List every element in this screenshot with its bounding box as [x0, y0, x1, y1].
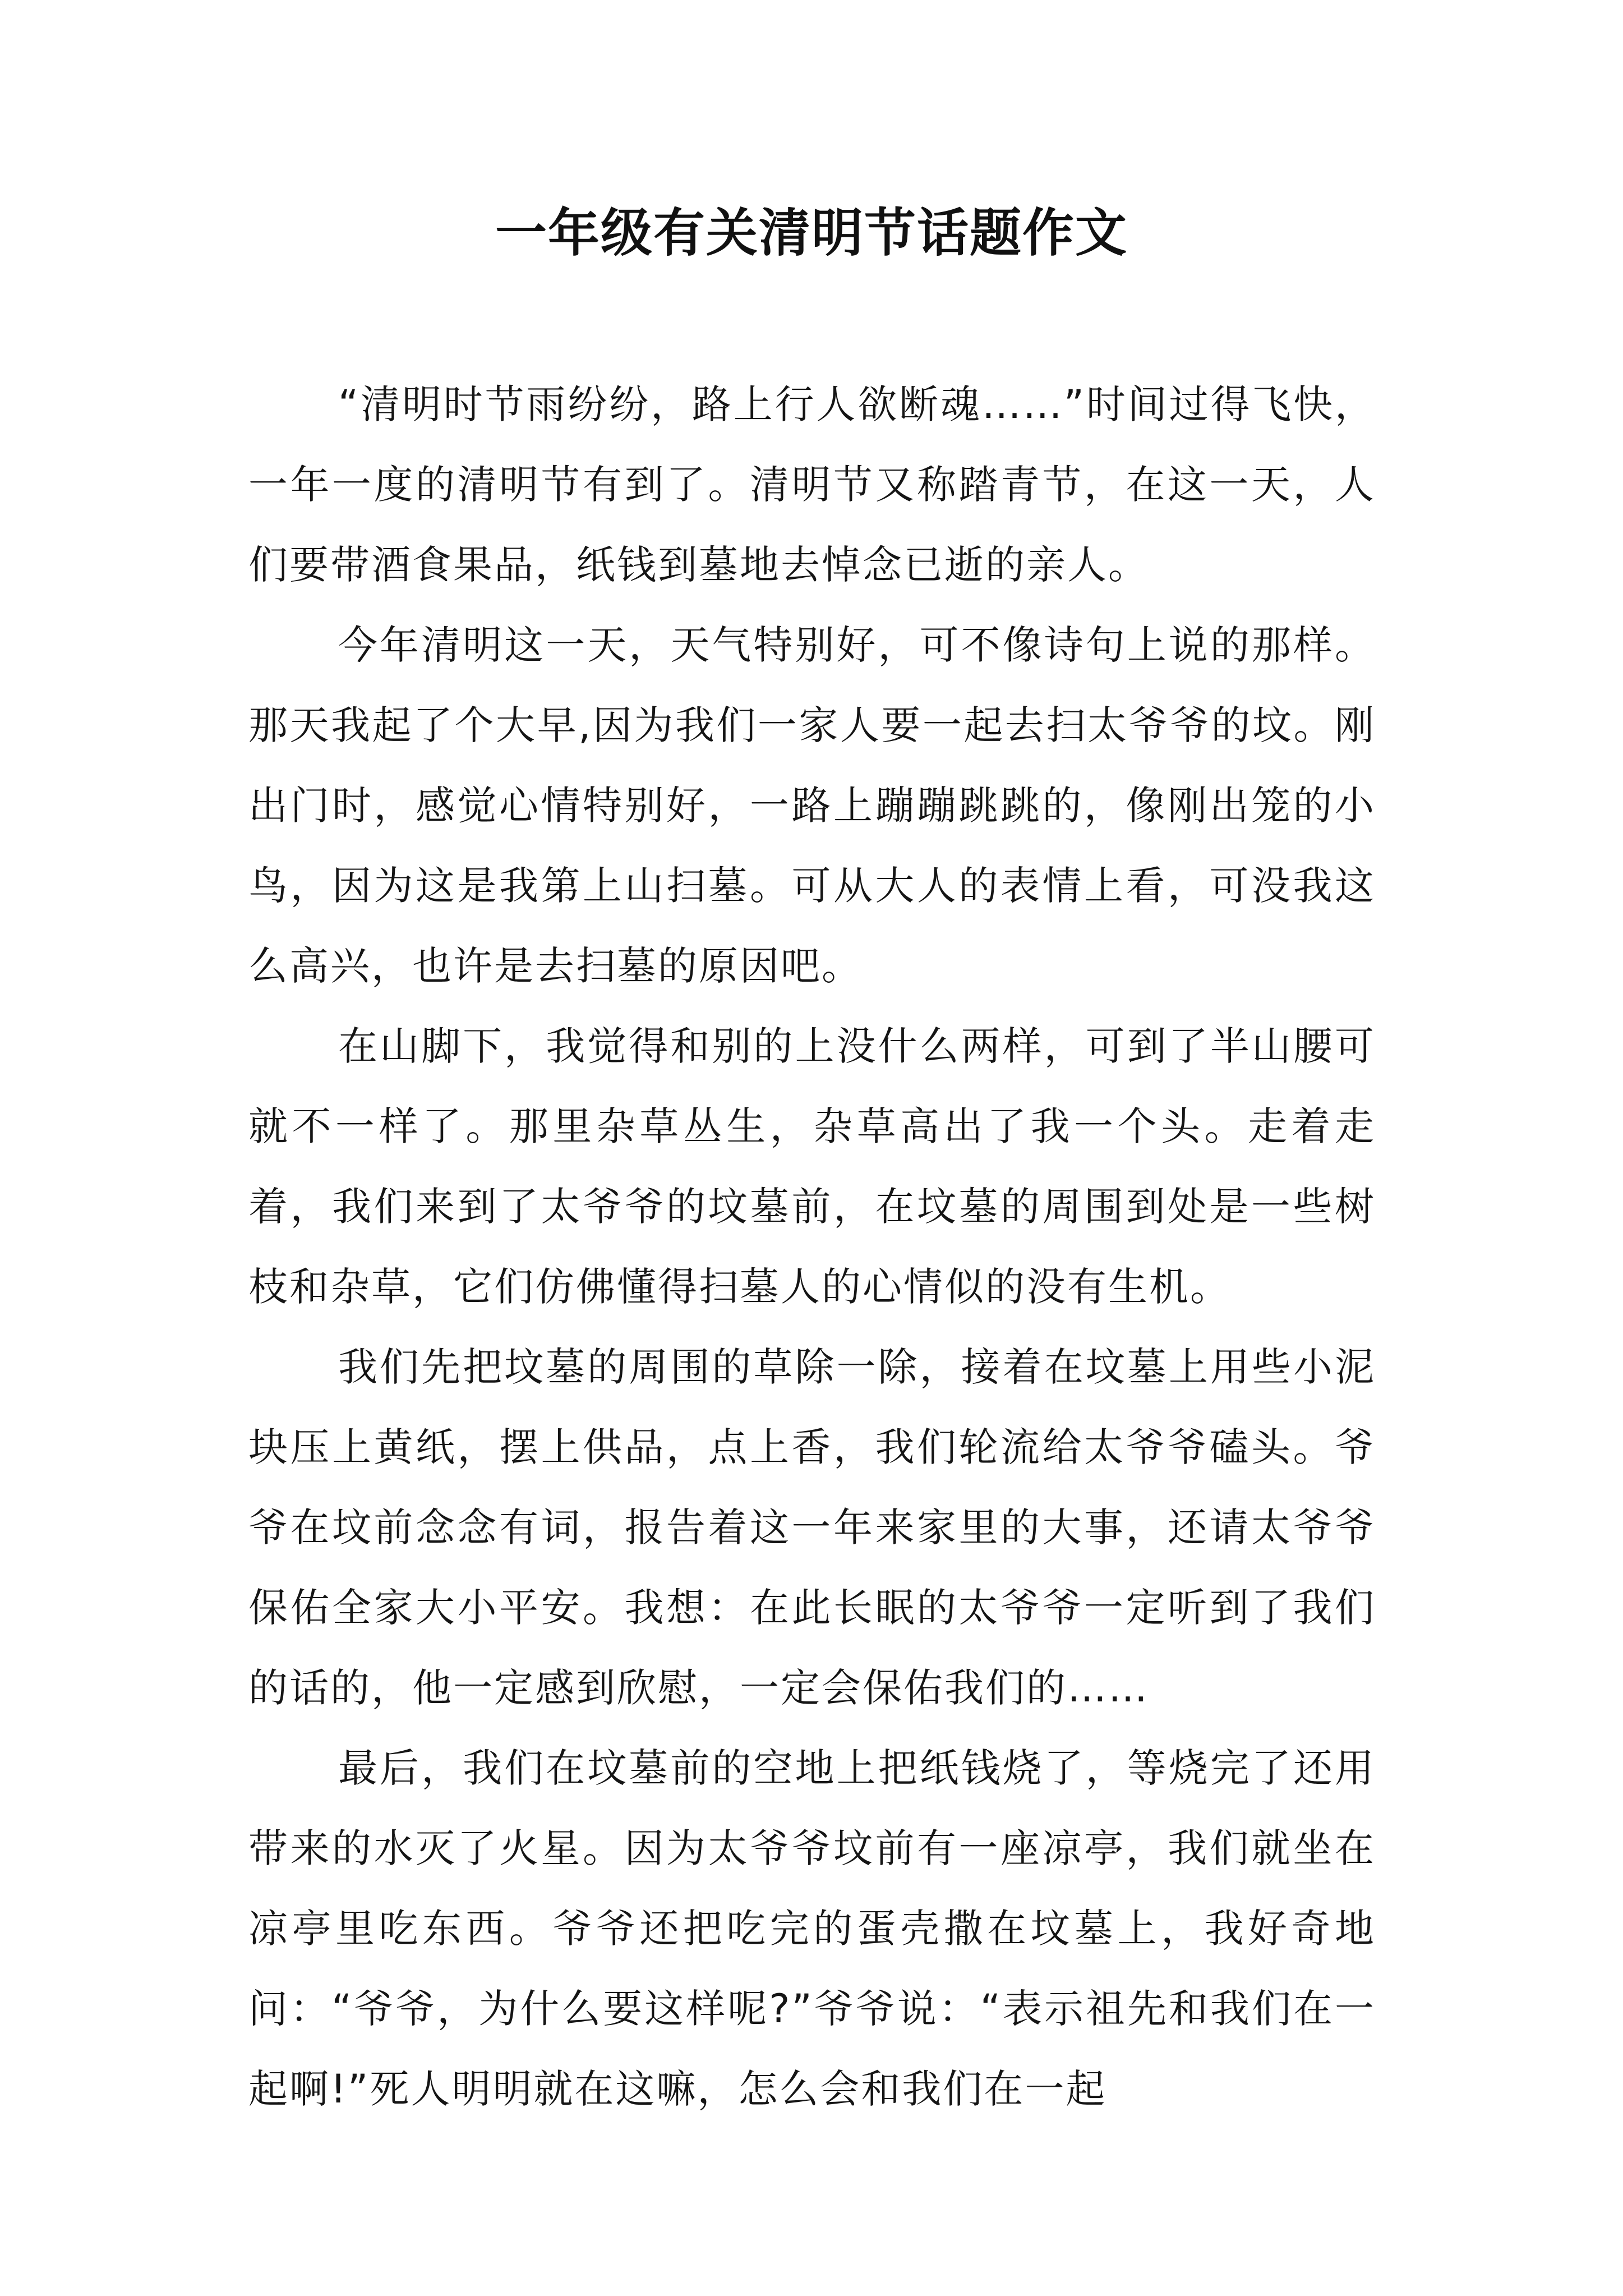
paragraph: 我们先把坟墓的周围的草除一除，接着在坟墓上用些小泥块压上黄纸，摆上供品，点上香，我们轮流给太爷爷磕头。爷爷在坟前念念有词，报告着这一年来家里的大事，还请太爷爷保佑全家大小平安。我想：在此长眠的太爷爷一定听到了我们的话的，他一定感到欣慰，一定会保佑我们的……	[248, 1344, 1376, 1711]
document-title: 一年级有关清明节话题作文	[495, 203, 1128, 263]
document-body	[248, 365, 1376, 2129]
paragraph: “清明时节雨纷纷，路上行人欲断魂……”时间过得飞快，一年一度的清明节有到了。清明节又称踏青节，在这一天，人们要带酒食果品，纸钱到墓地去悼念已逝的亲人。	[248, 381, 1376, 588]
paragraph: 最后，我们在坟墓前的空地上把纸钱烧了，等烧完了还用带来的水灭了火星。因为太爷爷坟前有一座凉亭，我们就坐在凉亭里吃东西。爷爷还把吃完的蛋壳撒在坟墓上，我好奇地问：“爷爷，为什么要这样呢?”爷爷说：“表示祖先和我们在一起啊!”死人明明就在这嘛，怎么会和我们在一起	[248, 1745, 1376, 2112]
paragraph: 今年清明这一天，天气特别好，可不像诗句上说的那样。那天我起了个大早,因为我们一家人要一起去扫太爷爷的坟。刚出门时，感觉心情特别好，一路上蹦蹦跳跳的，像刚出笼的小鸟，因为这是我第上山扫墓。可从大人的表情上看，可没我这么高兴，也许是去扫墓的原因吧。	[248, 622, 1376, 989]
paragraph: 在山脚下，我觉得和别的上没什么两样，可到了半山腰可就不一样了。那里杂草丛生，杂草高出了我一个头。走着走着，我们来到了太爷爷的坟墓前，在坟墓的周围到处是一些树枝和杂草，它们仿佛懂得扫墓人的心情似的没有生机。	[248, 1023, 1376, 1310]
